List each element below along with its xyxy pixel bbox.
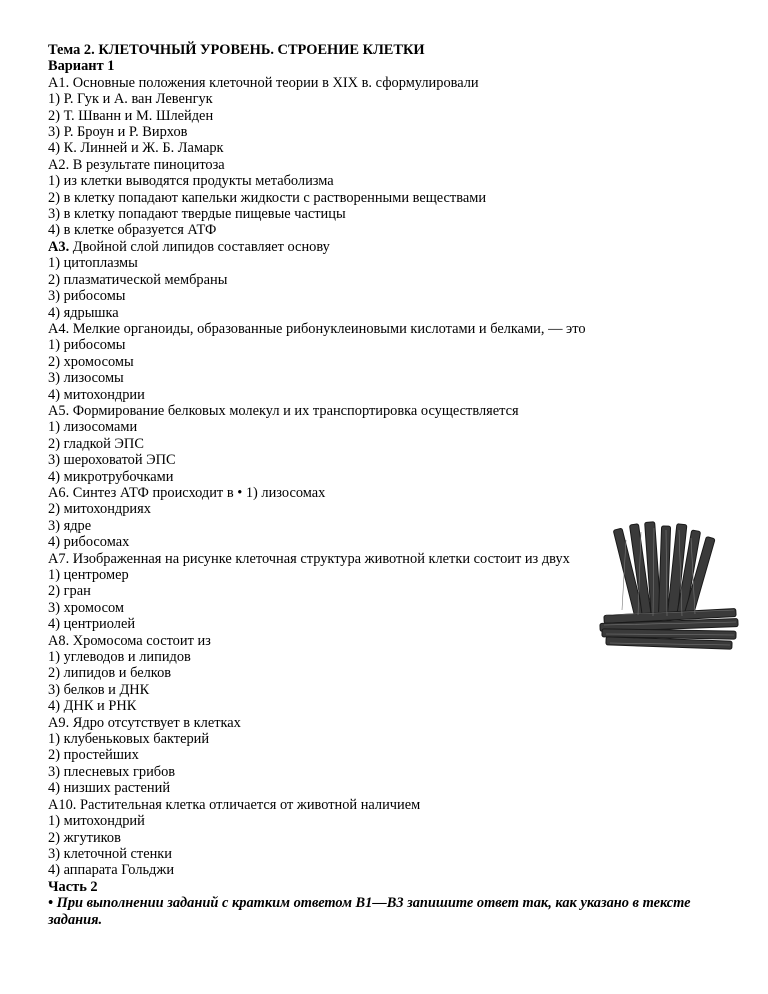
question-body: А9. Ядро отсутствует в клетках (48, 714, 241, 731)
option-number: 4) (48, 616, 60, 633)
option-number: 2) (48, 747, 60, 764)
topic-title: Тема 2. КЛЕТОЧНЫЙ УРОВЕНЬ. СТРОЕНИЕ КЛЕТКИ (48, 42, 425, 58)
option-text: К. Линней и Ж. Б. Ламарк (63, 140, 224, 157)
option-text: митохондрий (63, 813, 145, 830)
option-text: липидов и белков (63, 665, 172, 682)
option-number: 2) (48, 107, 60, 124)
question-list (48, 75, 748, 879)
answer-option (48, 698, 748, 714)
option-text: рибосомы (63, 337, 126, 354)
question-body: А8. Хромосома состоит из (48, 632, 211, 649)
centriole-figure (596, 520, 746, 655)
option-text: лизосомы (63, 370, 124, 387)
answer-option (48, 140, 748, 156)
answer-option (48, 682, 748, 698)
option-text: плесневых грибов (63, 763, 176, 780)
answer-option (48, 124, 748, 140)
option-number: 1) (48, 649, 60, 666)
option-text: клубеньковых бактерий (63, 731, 210, 748)
answer-option (48, 813, 748, 829)
option-number: 4) (48, 222, 60, 239)
option-number: 3) (48, 763, 60, 780)
answer-option (48, 862, 748, 878)
option-text: белков и ДНК (63, 681, 150, 698)
option-number: 3) (48, 288, 60, 305)
option-text: из клетки выводятся продукты метаболизма (63, 173, 334, 190)
option-number: 4) (48, 386, 60, 403)
option-text: простейших (63, 747, 139, 764)
option-number: 4) (48, 534, 60, 551)
option-number: 4) (48, 862, 60, 879)
answer-option (48, 173, 748, 189)
answer-option (48, 780, 748, 796)
question-body: А1. Основные положения клеточной теории в XIX в. сформулировали (48, 74, 479, 91)
option-number: 4) (48, 698, 60, 715)
option-number: 1) (48, 91, 60, 108)
option-text: хромосомы (63, 353, 134, 370)
answer-option (48, 387, 748, 403)
vertical-tubules (613, 522, 715, 618)
option-number: 2) (48, 665, 60, 682)
answer-option (48, 272, 748, 288)
option-number: 1) (48, 731, 60, 748)
option-text: в клетку попадают капельки жидкости с растворенными веществами (63, 189, 487, 206)
document (48, 42, 748, 928)
option-number: 1) (48, 567, 60, 583)
answer-option (48, 452, 748, 468)
option-number: 3) (48, 370, 60, 387)
option-text: ДНК и РНК (63, 698, 137, 715)
answer-option (48, 501, 748, 517)
option-text: митохондрии (63, 386, 145, 403)
answer-option (48, 419, 748, 435)
option-text: шероховатой ЭПС (63, 452, 176, 469)
question-body: Двойной слой липидов составляет основу (69, 238, 330, 255)
option-text: микротрубочками (63, 468, 174, 485)
instruction-text: • При выполнении заданий с кратким ответом В1—В3 запишите ответ так, как указано в тексте задания. (48, 895, 691, 928)
option-number: 1) (48, 813, 60, 830)
part-heading: Часть 2 (48, 878, 98, 895)
question-text (48, 321, 748, 337)
option-number: 1) (48, 337, 60, 354)
answer-option (48, 354, 748, 370)
option-number: 4) (48, 780, 60, 797)
option-number: 2) (48, 189, 60, 206)
question-text (48, 75, 748, 91)
answer-option (48, 731, 748, 747)
option-text: центромер (63, 567, 129, 583)
answer-option (48, 91, 748, 107)
question-text (48, 157, 748, 173)
option-text: центриолей (63, 616, 136, 633)
option-text: рибосомах (63, 534, 130, 551)
question-body: А5. Формирование белковых молекул и их транспортировка осуществляется (48, 402, 519, 419)
variant-heading: Вариант 1 (48, 58, 115, 75)
option-number: 3) (48, 452, 60, 469)
question-number: А3. (48, 238, 70, 255)
question-body: А10. Растительная клетка отличается от животной наличием (48, 796, 421, 813)
answer-option (48, 764, 748, 780)
option-number: 2) (48, 353, 60, 370)
question-body: А4. Мелкие органоиды, образованные рибонуклеиновыми кислотами и белками, — это (48, 320, 586, 337)
option-text: хромосом (63, 599, 124, 616)
option-number: 2) (48, 583, 60, 600)
answer-option (48, 288, 748, 304)
option-text: углеводов и липидов (63, 649, 191, 666)
option-number: 1) (48, 255, 60, 272)
option-number: 4) (48, 140, 60, 157)
option-text: гран (63, 583, 91, 600)
answer-option (48, 206, 748, 222)
answer-option (48, 846, 748, 862)
answer-option (48, 337, 748, 353)
option-text: аппарата Гольджи (63, 862, 175, 879)
option-number: 4) (48, 304, 60, 321)
option-text: Т. Шванн и М. Шлейден (63, 107, 214, 124)
answer-option (48, 222, 748, 238)
option-number: 2) (48, 501, 60, 518)
option-text: в клетку попадают твердые пищевые частицы (63, 206, 346, 223)
option-number: 4) (48, 468, 60, 485)
question-text (48, 239, 748, 255)
option-number: 3) (48, 599, 60, 616)
option-text: жгутиков (63, 829, 121, 846)
question-text (48, 485, 748, 501)
answer-option (48, 469, 748, 485)
question-body: А7. Изображенная на рисунке клеточная структура животной клетки состоит из двух (48, 550, 570, 567)
option-text: плазматической мембраны (63, 271, 228, 288)
answer-option (48, 255, 748, 271)
option-text: Р. Броун и Р. Вирхов (63, 124, 188, 141)
question-text (48, 797, 748, 813)
option-number: 2) (48, 829, 60, 846)
option-text: ядрышка (63, 304, 119, 321)
option-text: клеточной стенки (63, 845, 172, 862)
answer-option (48, 305, 748, 321)
option-number: 3) (48, 517, 60, 534)
question-body: А2. В результате пиноцитоза (48, 156, 225, 173)
option-number: 1) (48, 419, 60, 436)
option-text: цитоплазмы (63, 255, 138, 272)
answer-option (48, 108, 748, 124)
option-text: митохондриях (63, 501, 151, 518)
answer-option (48, 830, 748, 846)
option-number: 2) (48, 435, 60, 452)
option-number: 1) (48, 173, 60, 190)
option-text: рибосомы (63, 288, 126, 305)
option-text: Р. Гук и А. ван Левенгук (63, 91, 213, 108)
option-number: 3) (48, 845, 60, 862)
answer-option (48, 436, 748, 452)
option-number: 3) (48, 124, 60, 141)
question-body: А6. Синтез АТФ происходит в • 1) лизосомах (48, 484, 326, 501)
question-text (48, 403, 748, 419)
answer-option (48, 747, 748, 763)
answer-option (48, 190, 748, 206)
option-text: гладкой ЭПС (63, 435, 144, 452)
option-number: 3) (48, 206, 60, 223)
question-text (48, 715, 748, 731)
answer-option (48, 665, 748, 681)
option-text: ядре (63, 517, 92, 534)
option-text: низших растений (63, 780, 171, 797)
option-number: 2) (48, 271, 60, 288)
option-text: в клетке образуется АТФ (63, 222, 217, 239)
option-text: лизосомами (63, 419, 138, 436)
answer-option (48, 370, 748, 386)
option-number: 3) (48, 681, 60, 698)
